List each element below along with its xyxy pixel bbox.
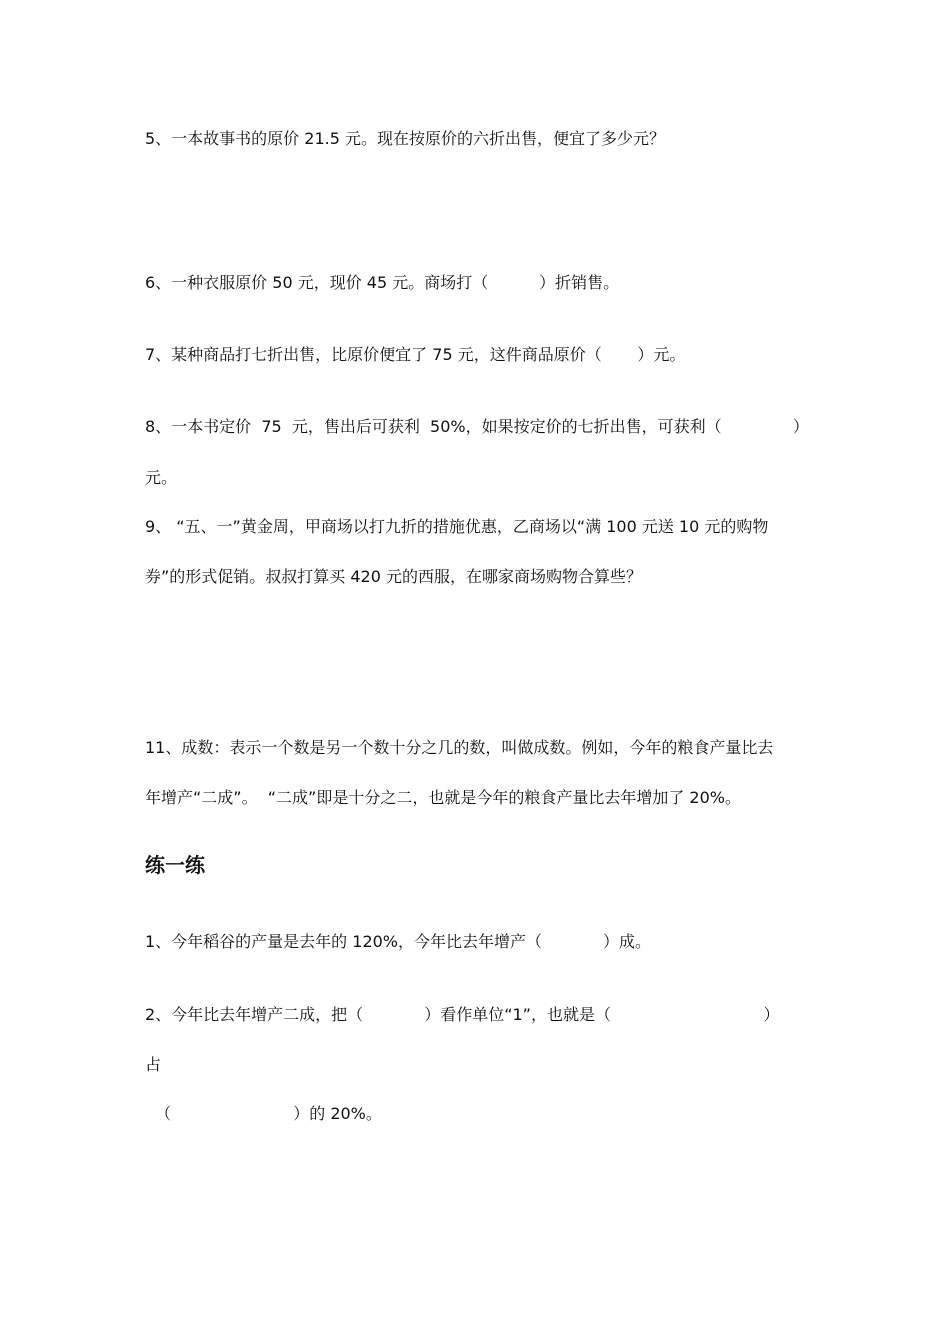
practice-2-text-line3: （ ）的 20%。 xyxy=(145,1104,382,1123)
q5-text: 5、一本故事书的原价 21.5 元。现在按原价的六折出售，便宜了多少元？ xyxy=(145,129,665,148)
practice-1-text: 1、今年稻谷的产量是去年的 120%，今年比去年增产（ ）成。 xyxy=(145,932,652,951)
q7-text: 7、某种商品打七折出售，比原价便宜了 75 元，这件商品原价（ ）元。 xyxy=(145,345,686,364)
q8-text-line2: 元。 xyxy=(145,468,178,487)
practice-2-text-line1: 2、今年比去年增产二成，把（ ）看作单位“1”，也就是（ ） xyxy=(145,1005,780,1024)
practice-2-text-line2: 占 xyxy=(145,1055,162,1074)
q11-text-line2: 年增产“二成”。 “二成”即是十分之二，也就是今年的粮食产量比去年增加了 20%。 xyxy=(145,788,741,807)
q9-text-line1: 9、 “五、一”黄金周，甲商场以打九折的措施优惠，乙商场以“满 100 元送 10 元的购物 xyxy=(145,517,769,536)
q6-text: 6、一种衣服原价 50 元，现价 45 元。商场打（ ）折销售。 xyxy=(145,273,620,292)
q9-text-line2: 券”的形式促销。叔叔打算买 420 元的西服，在哪家商场购物合算些？ xyxy=(145,567,643,586)
q11-text-line1: 11、成数：表示一个数是另一个数十分之几的数，叫做成数。例如，今年的粮食产量比去 xyxy=(145,738,774,757)
practice-heading: 练一练 xyxy=(145,853,205,877)
q8-text-line1: 8、一本书定价 75 元，售出后可获利 50%，如果按定价的七折出售，可获利（ ） xyxy=(145,417,809,436)
